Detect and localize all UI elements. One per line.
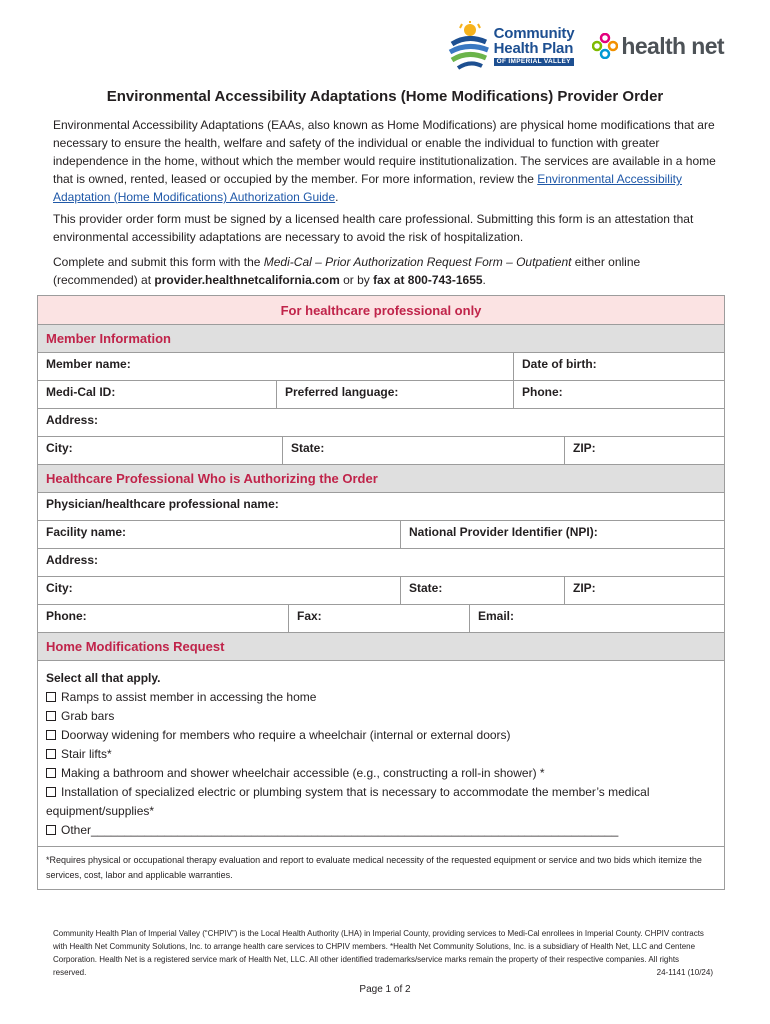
intro-p3-b: either online (recommended) at [53,255,641,287]
preferred-language-field[interactable]: Preferred language: [276,381,513,408]
electric-plumbing-checkbox[interactable] [46,787,56,797]
page-title: Environmental Accessibility Adaptations (Home Modifications) Provider Order [106,88,664,105]
chp-emblem-icon [446,20,490,72]
option-electric-plumbing [46,783,716,821]
option-label: Installation of specialized electric or plumbing system that is necessary to accommodate the member’s medical equipment/supplies* [46,785,650,818]
hcp-city-field[interactable]: City: [46,581,73,595]
chp-subtitle: OF IMPERIAL VALLEY [494,58,575,67]
physician-name-field[interactable]: Physician/healthcare professional name: [46,497,279,511]
hcp-row-3 [38,548,724,576]
provider-url: provider.healthnetcalifornia.com [154,273,340,287]
form-number: 24-1141 (10/24) [656,968,713,977]
option-label: Other_______________________________________________________________________________ [61,823,619,837]
hcp-fax-field[interactable]: Fax: [288,605,469,632]
npi-field[interactable]: National Provider Identifier (NPI): [400,521,724,548]
doorway-checkbox[interactable] [46,730,56,740]
select-all-label: Select all that apply. [46,671,161,685]
chp-name-line2: Health Plan [493,39,574,57]
footer-text: Community Health Plan of Imperial Valley (“CHPIV”) is the Local Health Authority (LHA) in Imperial County, providing services to Medi-Cal enrollees in Imperial County. CHPIV contracts with Health Net Community Solutions, Inc. to arrange health care services to CHPIV members. *Health Net Community Solutions, Inc. is a subsidiary of Health Net, LLC and Centene Corporation. Health Net is a registered service mark of Health Net, LLC. All other identified trademarks/service marks remain the property of their respective companies. All rights reserved. [53,929,704,977]
hcp-row-5 [38,604,724,632]
hcp-row-4 [38,576,724,604]
option-label: Stair lifts* [61,747,112,761]
member-row-4 [38,436,724,464]
authorization-guide-link[interactable]: Environmental Accessibility Adaptation (Home Modifications) Authorization Guide [53,172,682,204]
chp-name-line1: Community [493,24,575,42]
option-bathroom [46,764,716,783]
fax-number: fax at 800-743-1655 [373,273,483,287]
hcp-email-field[interactable]: Email: [469,605,724,632]
member-info-header: Member Information [38,324,724,352]
option-grab-bars [46,707,716,726]
hcp-header: Healthcare Professional Who is Authorizing the Order [38,464,724,492]
other-checkbox[interactable] [46,825,56,835]
page-number: Page 1 of 2 [359,984,411,995]
intro-p3-c: or by [339,273,374,287]
medi-cal-id-field[interactable]: Medi-Cal ID: [46,385,116,399]
member-city-field[interactable]: City: [46,441,73,455]
member-row-1 [38,352,724,380]
option-doorway [46,726,716,745]
member-zip-field[interactable]: ZIP: [564,437,724,464]
intro-p3-end: . [482,273,486,287]
member-name-field[interactable]: Member name: [46,357,131,371]
header-logos [446,14,724,78]
member-state-field[interactable]: State: [282,437,564,464]
member-phone-field[interactable]: Phone: [513,381,724,408]
hcp-phone-field[interactable]: Phone: [46,609,87,623]
bathroom-checkbox[interactable] [46,768,56,778]
chp-logo [446,20,575,72]
intro-paragraph-3 [53,253,723,289]
intro-p3-form-name: Medi-Cal – Prior Authorization Request Form – Outpatient [263,255,572,269]
option-stair-lifts [46,745,716,764]
member-row-2 [38,380,724,408]
dob-field[interactable]: Date of birth: [513,353,724,380]
hcp-row-2 [38,520,724,548]
ramps-checkbox[interactable] [46,692,56,702]
member-row-3 [38,408,724,436]
intro-p3-a: Complete and submit this form with the [53,255,264,269]
hcp-row-1 [38,492,724,520]
option-ramps [46,688,716,707]
option-label: Grab bars [61,709,115,723]
option-label: Making a bathroom and shower wheelchair accessible (e.g., constructing a roll-in shower) * [61,766,545,780]
stair-lifts-checkbox[interactable] [46,749,56,759]
option-other [46,821,716,840]
intro-paragraph-1 [53,116,723,206]
grab-bars-checkbox[interactable] [46,711,56,721]
request-header: Home Modifications Request [38,632,724,660]
intro-p1-end: . [335,190,339,204]
option-label: Doorway widening for members who require a wheelchair (internal or external doors) [61,728,511,742]
healthnet-wordmark: health net [621,32,724,59]
intro-p1-text: Environmental Accessibility Adaptations (EAAs, also known as Home Modifications) are physical home modifications that are necessary to ensure the health, welfare and safety of the individual or enable the individual to function with greater independence in the home, without which the member would require institutionalization. The services are available in a home that is owned, rented, leased or occupied by the member. For more information, review the [53,118,716,186]
professional-only-band: For healthcare professional only [38,296,724,324]
hcp-state-field[interactable]: State: [400,577,564,604]
healthnet-flower-icon [592,33,618,59]
healthnet-logo [592,33,724,60]
member-address-field[interactable]: Address: [46,413,99,427]
hcp-zip-field[interactable]: ZIP: [564,577,724,604]
facility-name-field[interactable]: Facility name: [46,525,127,539]
footer-disclaimer [53,927,713,979]
requirements-note: *Requires physical or occupational therapy evaluation and report to evaluate medical necessity of the requested equipment or service and two bids which itemize the services, cost, labor and applicable warranties. [38,846,724,889]
modifications-request-list [38,660,724,846]
provider-order-form [37,295,725,890]
hcp-address-field[interactable]: Address: [46,553,99,567]
intro-paragraph-2: This provider order form must be signed by a licensed health care professional. Submitting this form is an attestation that environmental accessibility adaptations are necessary to avoid the risk of hospitalization. [53,212,694,244]
option-label: Ramps to assist member in accessing the home [61,690,317,704]
